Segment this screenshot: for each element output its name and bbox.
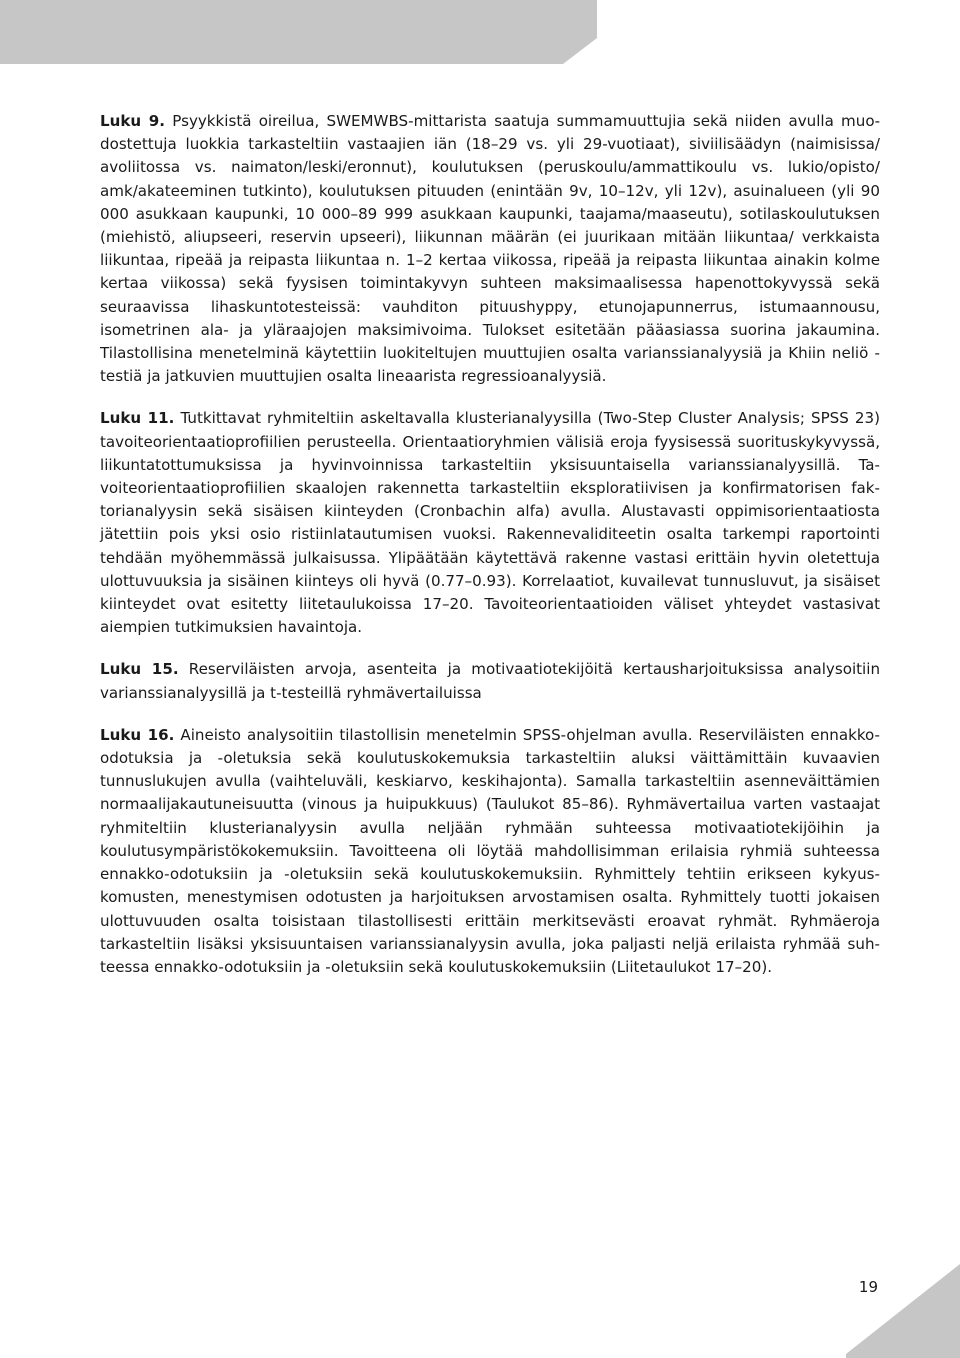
paragraph-lead: Luku 9. xyxy=(100,112,166,130)
header-decoration-band xyxy=(0,0,960,64)
paragraph-lead: Luku 16. xyxy=(100,725,175,744)
header-band-shape xyxy=(0,0,597,64)
paragraph-text: Reserviläisten arvoja, asenteita ja motivaatiotekijöitä kertausharjoituksissa analysoitiin varianssianalyysillä ja t-testeillä ryhmävertailuissa xyxy=(100,660,881,702)
paragraph-luku-11 xyxy=(100,407,880,639)
paragraph-lead: Luku 11. xyxy=(100,409,175,428)
paragraph-text: Tutkittavat ryhmiteltiin askeltavalla klusterianalyysilla (Two-Step Cluster Analysis; SPSS 23) tavoiteorientaatioprofiilien perusteella. Orientaatioryhmien välisiä eroja fyysisessä suorituskykyvyssä, liikuntatottumuksissa ja hyvinvoinnissa tarkasteltiin yksisuuntaisella varianssianalyysillä. Tavoiteorientaatioprofiilien skaalojen rakennetta tarkasteltiin eksploratiivisen ja konfirmatorisen faktorianalyysin sekä sisäisen kiinteyden (Cronbachin alfa) avulla. Alustavasti oppimisorientaatiosta jätettiin pois yksi osio ristiinlatautumisen vuoksi. Rakennevaliditeetin osalta tarkempi raportointi tehdään myöhemmässä julkaisussa. Ylipäätään käytettävä rakenne vastasi erittäin hyvin oletettuja ulottuvuuksia ja sisäinen kiinteys oli hyvä (0.77–0.93). Korrelaatiot, kuvailevat tunnusluvut, ja sisäiset kiinteydet ovat esitetty liitetaulukoissa 17–20. Tavoiteorientaatioiden väliset yhteydet vastasivat aiempien tutkimuksien havaintoja. xyxy=(100,409,880,637)
page-number: 19 xyxy=(858,1278,878,1296)
paragraph-luku-15 xyxy=(100,658,880,704)
body-text xyxy=(100,110,880,998)
paragraph-luku-16 xyxy=(100,724,880,979)
paragraph-text: Aineisto analysoitiin tilastollisin menetelmin SPSS-ohjelman avulla. Reserviläisten ennakko-odotuksia ja -oletuksia sekä koulutuskokemuksia tarkasteltiin aluksi väittämittäin kuvaavien tunnuslukujen avulla (vaihteluväli, keskiarvo, keskihajonta). Samalla tarkasteltiin asenneväittämien normaalijakautuneisuutta (vinous ja huipukkuus) (Taulukot 85–86). Ryhmävertailua varten vastaajat ryhmiteltiin klusterianalyysin avulla neljään ryhmään suhteessa motivaatiotekijöihin ja koulutusympäristökokemuksiin. Tavoitteena oli löytää mahdollisimman erilaisia ryhmiä suhteessa ennakko-odotuksiin ja -oletuksiin sekä koulutuskokemuksiin. Ryhmittely tehtiin erikseen kykyuskomusten, menestymisen odotusten ja harjoituksen arvostamisen osalta. Ryhmittely tuotti jokaisen ulottuvuuden osalta toisistaan tilastollisesti erittäin merkitsevästi eroavat ryhmät. Ryhmäeroja tarkasteltiin lisäksi yksisuuntaisen varianssianalyysin avulla, joka paljasti neljä erilaista ryhmää suhteessa ennakko-odotuksiin ja -oletuksiin sekä koulutuskokemuksiin (Liitetaulukot 17–20). xyxy=(100,725,881,976)
paragraph-luku-9 xyxy=(100,110,880,388)
paragraph-text: Psyykkistä oireilua, SWEMWBS-mittarista saatuja summamuuttujia sekä niiden avulla muodostettuja luokkia tarkasteltiin vastaajien iän (18–29 vs. yli 29-vuotiaat), siviilisäädyn (naimisissa/ avoliitossa vs. naimaton/leski/eronnut), koulutuksen (peruskoulu/ammattikoulu vs. lukio/opisto/ amk/akateeminen tutkinto), koulutuksen pituuden (enintään 9v, 10–12v, yli 12v), asuinalueen (yli 90 000 asukkaan kaupunki, 10 000–89 999 asukkaan kaupunki, taajama/maaseutu), sotilaskoulutuksen (miehistö, aliupseeri, reservin upseeri), liikunnan määrän (ei juurikaan mitään liikuntaa/ verkkaista liikuntaa, ripeää ja reipasta liikuntaa n. 1–2 kertaa viikossa, ripeää ja reipasta liikuntaa ainakin kolme kertaa viikossa) sekä fyysisen toimintakyvyn suhteen maksimaalisessa hapenottokyvyssä sekä seuraavissa lihaskuntotesteissä: vauhditon pituushyppy, etunojapunnerrus, istumaannousu, isometrinen ala- ja yläraajojen maksimivoima. Tulokset esitetään pääasiassa suorina jakaumina. Tilastollisina menetelminä käytettiin luokiteltujen muuttujien osalta varianssianalyysiä ja Khiin neliö -testiä ja jatkuvien muuttujien osalta lineaarista regressioanalyysiä. xyxy=(100,112,881,386)
paragraph-lead: Luku 15. xyxy=(100,660,179,679)
